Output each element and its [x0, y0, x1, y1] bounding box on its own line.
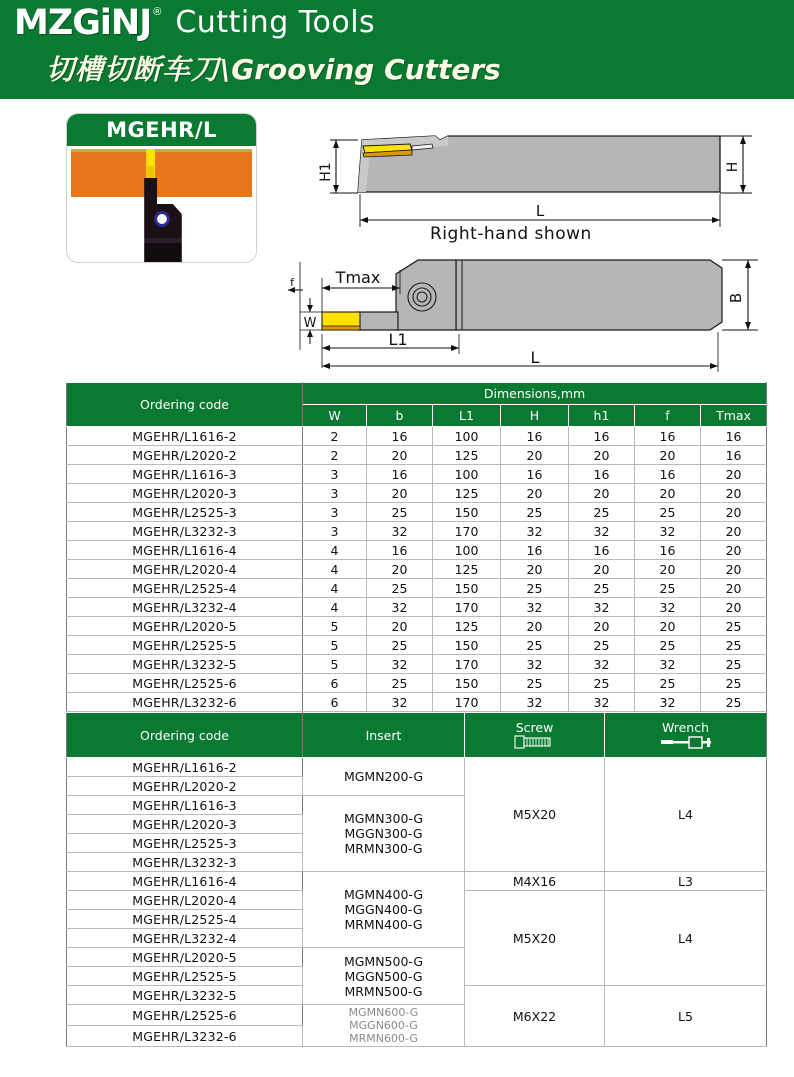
header-col-l1: L1 — [433, 405, 501, 427]
dimension-cell: 16 — [367, 465, 433, 484]
dimension-cell: 32 — [367, 598, 433, 617]
dimension-cell: 16 — [569, 541, 635, 560]
header-insert: Insert — [303, 713, 465, 758]
page-subtitle-en: Grooving Cutters — [231, 53, 501, 86]
table-row — [67, 484, 767, 503]
dimension-cell: 20 — [635, 446, 701, 465]
wrench-cell: L3 — [605, 872, 767, 891]
side-view-caption: Right-hand shown — [430, 224, 592, 244]
dimension-cell: 16 — [635, 465, 701, 484]
insert-code: MRMN500-G — [344, 983, 423, 999]
svg-text:L: L — [530, 348, 540, 367]
table-row — [67, 598, 767, 617]
dimension-cell: 25 — [701, 617, 767, 636]
dimension-cell: 2 — [303, 427, 367, 446]
ordering-code-cell: MGEHR/L2525-3 — [67, 834, 303, 853]
page-header-banner — [0, 0, 794, 103]
insert-cell — [303, 796, 465, 872]
ordering-code-cell: MGEHR/L3232-5 — [67, 986, 303, 1005]
dimension-cell: 16 — [367, 541, 433, 560]
insert-code: MGGN600-G — [349, 1019, 418, 1032]
wrench-cell: L4 — [605, 891, 767, 986]
dimension-cell: 32 — [501, 598, 569, 617]
ordering-code-cell: MGEHR/L2020-4 — [67, 891, 303, 910]
dimension-cell: 170 — [433, 693, 501, 712]
ordering-code-cell: MGEHR/L3232-5 — [67, 655, 303, 674]
insert-code: MGMN200-G — [343, 769, 424, 784]
dimension-cell: 20 — [701, 598, 767, 617]
table-row — [67, 465, 767, 484]
dimensions-table-body — [67, 427, 767, 712]
dimension-cell: 16 — [501, 541, 569, 560]
dimension-cell: 125 — [433, 560, 501, 579]
ordering-code-cell: MGEHR/L1616-3 — [67, 796, 303, 815]
dimension-cell: 125 — [433, 446, 501, 465]
dimension-cell: 25 — [501, 503, 569, 522]
insert-code: MGMN500-G — [343, 953, 424, 969]
dimension-cell: 32 — [635, 598, 701, 617]
dimension-cell: 125 — [433, 617, 501, 636]
dimension-cell: 20 — [367, 446, 433, 465]
dimension-cell: 125 — [433, 484, 501, 503]
dimension-cell: 20 — [701, 484, 767, 503]
header-ordering-code-2: Ordering code — [67, 713, 303, 758]
dimension-cell: 20 — [501, 484, 569, 503]
ordering-code-cell: MGEHR/L1616-2 — [67, 758, 303, 777]
ordering-code-cell: MGEHR/L3232-4 — [67, 598, 303, 617]
dimension-cell: 20 — [367, 484, 433, 503]
ordering-code-cell: MGEHR/L1616-4 — [67, 541, 303, 560]
dimensions-table-header-row-1 — [67, 383, 767, 405]
dimension-cell: 25 — [701, 693, 767, 712]
dimension-cell: 25 — [501, 674, 569, 693]
header-wrench — [605, 713, 767, 758]
insert-code: MGGN400-G — [344, 902, 423, 917]
dimension-cell: 100 — [433, 541, 501, 560]
dimension-cell: 20 — [569, 560, 635, 579]
header-col-w: W — [303, 405, 367, 427]
dimension-cell: 20 — [569, 484, 635, 503]
dimension-cell: 25 — [569, 636, 635, 655]
dimension-cell: 4 — [303, 598, 367, 617]
ordering-code-cell: MGEHR/L2020-5 — [67, 948, 303, 967]
dimension-cell: 20 — [501, 446, 569, 465]
dimension-cell: 20 — [501, 617, 569, 636]
dimension-cell: 32 — [569, 693, 635, 712]
dimension-cell: 32 — [635, 655, 701, 674]
insert-code: MRMN300-G — [344, 841, 423, 856]
accessories-table-body — [67, 758, 767, 1047]
dimension-cell: 150 — [433, 674, 501, 693]
ordering-code-cell: MGEHR/L2525-4 — [67, 579, 303, 598]
ordering-code-cell: MGEHR/L3232-6 — [67, 693, 303, 712]
accessories-table — [66, 712, 767, 1047]
dimension-cell: 4 — [303, 579, 367, 598]
dimension-cell: 150 — [433, 636, 501, 655]
dimension-cell: 3 — [303, 465, 367, 484]
registered-mark-icon: ® — [153, 6, 162, 18]
ordering-code-cell: MGEHR/L3232-4 — [67, 929, 303, 948]
accessories-table-header-row — [67, 713, 767, 758]
header-col-f: f — [635, 405, 701, 427]
dimension-cell: 20 — [701, 560, 767, 579]
ordering-code-cell: MGEHR/L2525-3 — [67, 503, 303, 522]
ordering-code-cell: MGEHR/L2020-2 — [67, 446, 303, 465]
dimension-cell: 150 — [433, 503, 501, 522]
dimension-cell: 16 — [569, 427, 635, 446]
screw-icon — [514, 735, 556, 749]
table-row — [67, 758, 767, 777]
insert-cell — [303, 872, 465, 948]
product-badge — [66, 113, 257, 263]
ordering-code-cell: MGEHR/L1616-2 — [67, 427, 303, 446]
dimension-cell: 16 — [501, 427, 569, 446]
dimension-cell: 25 — [701, 636, 767, 655]
dimension-cell: 25 — [569, 674, 635, 693]
dimension-cell: 170 — [433, 522, 501, 541]
header-col-b: b — [367, 405, 433, 427]
ordering-code-cell: MGEHR/L3232-3 — [67, 853, 303, 872]
insert-code: MGGN500-G — [344, 968, 423, 984]
header-dimensions-group: Dimensions,mm — [303, 383, 767, 405]
ordering-code-cell: MGEHR/L2020-2 — [67, 777, 303, 796]
dimension-cell: 150 — [433, 579, 501, 598]
ordering-code-cell: MGEHR/L2525-6 — [67, 674, 303, 693]
dimension-cell: 25 — [569, 579, 635, 598]
svg-text:B: B — [727, 292, 745, 304]
dimension-cell: 20 — [701, 522, 767, 541]
table-row — [67, 636, 767, 655]
dimension-cell: 25 — [501, 579, 569, 598]
screw-cell: M4X16 — [465, 872, 605, 891]
header-col-h1: h1 — [569, 405, 635, 427]
dimension-cell: 20 — [569, 617, 635, 636]
dimension-cell: 20 — [635, 484, 701, 503]
top-view-drawing — [270, 250, 785, 380]
dimension-cell: 5 — [303, 617, 367, 636]
dimension-cell: 25 — [569, 503, 635, 522]
dimension-cell: 16 — [367, 427, 433, 446]
ordering-code-cell: MGEHR/L2525-4 — [67, 910, 303, 929]
brand-tagline: Cutting Tools — [175, 5, 376, 40]
dimension-cell: 16 — [701, 446, 767, 465]
table-row — [67, 579, 767, 598]
wrench-icon — [659, 735, 713, 749]
table-row — [67, 446, 767, 465]
dimension-cell: 20 — [367, 560, 433, 579]
wrench-cell: L5 — [605, 986, 767, 1047]
svg-text:Tmax: Tmax — [335, 268, 381, 287]
dimension-cell: 4 — [303, 560, 367, 579]
ordering-code-cell: MGEHR/L2020-3 — [67, 484, 303, 503]
header-screw — [465, 713, 605, 758]
ordering-code-cell: MGEHR/L3232-3 — [67, 522, 303, 541]
dimension-cell: 32 — [367, 693, 433, 712]
table-row — [67, 674, 767, 693]
table-row — [67, 427, 767, 446]
dimension-cell: 32 — [501, 655, 569, 674]
ordering-code-cell: MGEHR/L1616-4 — [67, 872, 303, 891]
table-row — [67, 693, 767, 712]
dimension-cell: 32 — [501, 522, 569, 541]
dimension-cell: 100 — [433, 427, 501, 446]
dimension-cell: 2 — [303, 446, 367, 465]
dimension-cell: 25 — [635, 579, 701, 598]
dimension-cell: 20 — [635, 560, 701, 579]
table-row — [67, 522, 767, 541]
dimension-cell: 25 — [367, 636, 433, 655]
dimension-cell: 32 — [635, 522, 701, 541]
brand-logo: MZGiNJ — [14, 3, 152, 43]
insert-code: MRMN400-G — [344, 917, 423, 932]
ordering-code-cell: MGEHR/L1616-3 — [67, 465, 303, 484]
header-screw-label: Screw — [515, 720, 554, 735]
ordering-code-cell: MGEHR/L2020-4 — [67, 560, 303, 579]
dimension-cell: 100 — [433, 465, 501, 484]
dimension-cell: 25 — [367, 674, 433, 693]
dimension-cell: 25 — [701, 655, 767, 674]
header-ordering-code: Ordering code — [67, 383, 303, 427]
table-row — [67, 541, 767, 560]
dimension-cell: 25 — [367, 579, 433, 598]
table-row — [67, 655, 767, 674]
dimension-cell: 20 — [635, 617, 701, 636]
table-row — [67, 560, 767, 579]
dimension-cell: 20 — [701, 541, 767, 560]
dimension-cell: 16 — [635, 541, 701, 560]
dimension-cell: 5 — [303, 636, 367, 655]
svg-text:H: H — [725, 161, 741, 173]
brand-block — [14, 2, 375, 44]
dimension-cell: 25 — [501, 636, 569, 655]
screw-cell: M5X20 — [465, 758, 605, 872]
wrench-cell: L4 — [605, 758, 767, 872]
dimension-cell: 20 — [501, 560, 569, 579]
dimension-cell: 32 — [569, 522, 635, 541]
table-row — [67, 872, 767, 891]
dimension-cell: 32 — [569, 598, 635, 617]
page-subtitle — [46, 48, 501, 88]
table-row — [67, 503, 767, 522]
dimension-cell: 32 — [569, 655, 635, 674]
banner-underline — [0, 99, 794, 103]
ordering-code-cell: MGEHR/L2020-3 — [67, 815, 303, 834]
svg-text:L1: L1 — [388, 330, 408, 349]
ordering-code-cell: MGEHR/L2525-6 — [67, 1005, 303, 1026]
insert-code: MGGN300-G — [344, 826, 423, 841]
header-col-h: H — [501, 405, 569, 427]
dimension-cell: 16 — [569, 465, 635, 484]
dimension-cell: 20 — [367, 617, 433, 636]
insert-code: MRMN600-G — [349, 1032, 418, 1045]
dimension-cell: 20 — [569, 446, 635, 465]
insert-cell — [303, 1005, 465, 1047]
ordering-code-cell: MGEHR/L2525-5 — [67, 636, 303, 655]
ordering-code-cell: MGEHR/L2525-5 — [67, 967, 303, 986]
dimension-cell: 5 — [303, 655, 367, 674]
dimension-cell: 20 — [701, 503, 767, 522]
dimension-cell: 170 — [433, 598, 501, 617]
dimension-cell: 32 — [367, 655, 433, 674]
dimension-cell: 32 — [367, 522, 433, 541]
insert-cell — [303, 758, 465, 796]
header-col-tmax: Tmax — [701, 405, 767, 427]
dimension-cell: 3 — [303, 484, 367, 503]
dimension-cell: 16 — [635, 427, 701, 446]
svg-text:W: W — [303, 316, 317, 331]
insert-code: MGMN300-G — [343, 811, 424, 826]
header-wrench-label: Wrench — [661, 720, 710, 735]
svg-text:H1: H1 — [318, 162, 334, 182]
dimension-cell: 25 — [635, 503, 701, 522]
dimension-cell: 25 — [635, 674, 701, 693]
dimensions-table — [66, 382, 767, 712]
screw-cell: M6X22 — [465, 986, 605, 1047]
ordering-code-cell: MGEHR/L3232-6 — [67, 1026, 303, 1047]
dimension-cell: 25 — [701, 674, 767, 693]
dimension-cell: 25 — [635, 636, 701, 655]
dimension-cell: 20 — [701, 465, 767, 484]
insert-cell — [303, 948, 465, 1005]
dimension-cell: 25 — [367, 503, 433, 522]
insert-code: MGMN600-G — [348, 1006, 419, 1019]
table-row — [67, 617, 767, 636]
dimension-cell: 16 — [501, 465, 569, 484]
dimension-cell: 32 — [635, 693, 701, 712]
dimension-cell: 16 — [701, 427, 767, 446]
dimension-cell: 20 — [701, 579, 767, 598]
dimension-cell: 3 — [303, 522, 367, 541]
page-subtitle-cn: 切槽切断车刀\ — [46, 53, 232, 86]
ordering-code-cell: MGEHR/L2020-5 — [67, 617, 303, 636]
screw-cell: M5X20 — [465, 891, 605, 986]
product-badge-title: MGEHR/L — [67, 114, 256, 146]
dimension-cell: 4 — [303, 541, 367, 560]
dimension-cell: 6 — [303, 674, 367, 693]
dimension-cell: 32 — [501, 693, 569, 712]
svg-text:L: L — [535, 202, 545, 220]
product-photo-icon — [67, 146, 256, 263]
insert-code: MGMN400-G — [343, 887, 424, 902]
dimension-cell: 6 — [303, 693, 367, 712]
dimension-cell: 170 — [433, 655, 501, 674]
svg-text:f: f — [290, 276, 294, 289]
dimension-cell: 3 — [303, 503, 367, 522]
